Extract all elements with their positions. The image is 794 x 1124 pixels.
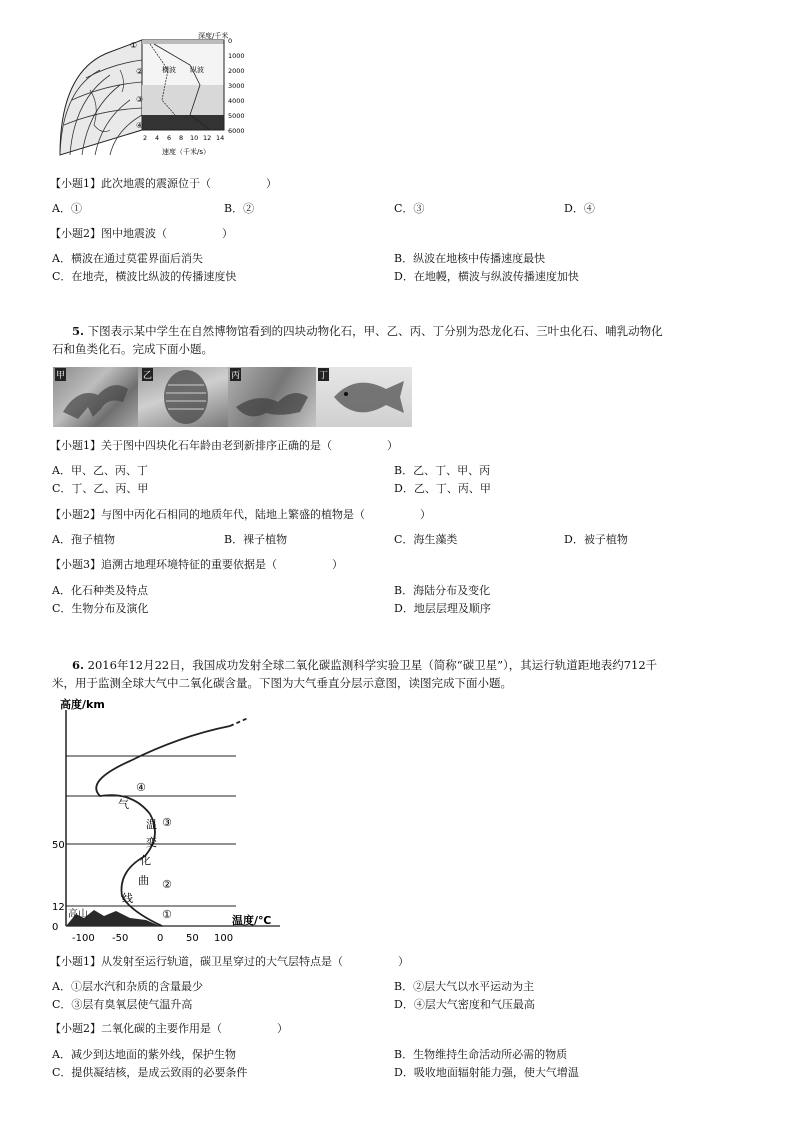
- circle-label-3: ③: [136, 95, 144, 104]
- earth-interior-figure: [50, 30, 245, 165]
- layer-label-1: ①: [162, 908, 172, 921]
- q6-sub2-option-a[interactable]: A．减少到达地面的紫外线，保护生物: [52, 1048, 236, 1061]
- q5-sub3-stem: 【小题3】追溯古地理环境特征的重要依据是（ ）: [50, 558, 343, 571]
- fossil-image-jia: [53, 367, 138, 427]
- speed-tick: 2: [143, 134, 148, 142]
- speed-tick: 12: [203, 134, 212, 142]
- q6-stem-line2: 米，用于监测全球大气中二氧化碳含量。下图为大气垂直分层示意图，读图完成下面小题。: [52, 676, 512, 690]
- q4-sub2-option-b[interactable]: B．纵波在地核中传播速度最快: [394, 252, 546, 265]
- layer-label-4: ④: [136, 781, 146, 794]
- q5-sub2-stem: 【小题2】与图中丙化石相同的地质年代，陆地上繁盛的植物是（ ）: [50, 508, 431, 521]
- q5-sub3-option-b[interactable]: B．海陆分布及变化: [394, 584, 491, 597]
- seismic-wave-chart: [142, 40, 224, 130]
- depth-tick: 1000: [228, 52, 245, 60]
- x-tick: 50: [186, 933, 199, 944]
- q4-sub1-option-b[interactable]: B．②: [224, 202, 255, 215]
- circle-label-2: ②: [136, 67, 144, 76]
- q5-number: 5.: [72, 324, 85, 338]
- q5-sub2-option-c[interactable]: C．海生藻类: [394, 533, 458, 546]
- x-tick: 0: [157, 933, 164, 944]
- curve-char: 化: [140, 854, 151, 867]
- q6-stem-line1: [72, 656, 657, 674]
- speed-tick: 14: [216, 134, 225, 142]
- speed-tick: 10: [190, 134, 199, 142]
- fossil-label-bing: 丙: [230, 368, 241, 381]
- q5-sub1-option-d[interactable]: D．乙、丁、丙、甲: [394, 482, 491, 495]
- q5-stem-text1: 下图表示某中学生在自然博物馆看到的四块动物化石，甲、乙、丙、丁分别为恐龙化石、三叶虫化石、哺乳动物化: [87, 324, 663, 338]
- curve-char: 曲: [138, 874, 149, 887]
- x-axis-label: 温度/℃: [232, 914, 272, 927]
- speed-tick: 6: [167, 134, 172, 142]
- q4-sub2-option-d[interactable]: D．在地幔，横波与纵波传播速度加快: [394, 270, 579, 283]
- y-tick-12: 12: [52, 902, 65, 913]
- q6-stem-text1: 2016年12月22日，我国成功发射全球二氧化碳监测科学实验卫星（简称“碳卫星”），其运行轨道距地表约712千: [87, 658, 658, 672]
- wave-label-p: 纵波: [190, 66, 204, 74]
- wave-label-s: 横波: [162, 66, 176, 74]
- q5-sub1-option-c[interactable]: C．丁、乙、丙、甲: [52, 482, 149, 495]
- q5-sub3-option-a[interactable]: A．化石种类及特点: [52, 584, 148, 597]
- circle-label-1: ①: [130, 41, 138, 50]
- circle-label-4: ④: [136, 121, 144, 130]
- mountain-label: 高山: [68, 909, 88, 920]
- speed-axis-label: 速度（千米/s）: [162, 148, 211, 156]
- q4-sub1-option-c[interactable]: C．③: [394, 202, 425, 215]
- q6-sub1-option-b[interactable]: B．②层大气以水平运动为主: [394, 980, 535, 993]
- q6-sub1-option-a[interactable]: A．①层水汽和杂质的含量最少: [52, 980, 203, 993]
- y-axis-label: 高度/km: [60, 698, 105, 711]
- layer-label-3: ③: [162, 816, 172, 829]
- depth-ticks: [228, 37, 245, 135]
- curve-char: 线: [122, 892, 133, 905]
- speed-tick: 4: [155, 134, 160, 142]
- q6-sub2-stem: 【小题2】二氧化碳的主要作用是（ ）: [50, 1022, 288, 1035]
- q5-sub1-option-a[interactable]: A．甲、乙、丙、丁: [52, 464, 148, 477]
- depth-axis-label: 深度/千米: [198, 32, 229, 40]
- fossil-label-jia: 甲: [55, 368, 66, 381]
- q5-stem-line2: 石和鱼类化石。完成下面小题。: [52, 342, 213, 356]
- fossil-image-bing: [228, 367, 316, 427]
- atmosphere-layers-chart: [50, 696, 280, 946]
- fossil-image-ding: [316, 367, 412, 427]
- q4-sub2-option-c[interactable]: C．在地壳，横波比纵波的传播速度快: [52, 270, 237, 283]
- x-tick: -100: [72, 933, 95, 944]
- speed-ticks: [143, 134, 224, 142]
- q5-sub3-option-d[interactable]: D．地层层理及顺序: [394, 602, 491, 615]
- curve-char: 变: [146, 836, 157, 849]
- depth-tick: 5000: [228, 112, 245, 120]
- q5-sub2-option-d[interactable]: D．被子植物: [564, 533, 628, 546]
- q6-sub2-option-b[interactable]: B．生物维持生命活动所必需的物质: [394, 1048, 568, 1061]
- q4-sub2-stem: 【小题2】图中地震波（ ）: [50, 227, 233, 240]
- q5-sub3-option-c[interactable]: C．生物分布及演化: [52, 602, 149, 615]
- q5-sub1-stem: 【小题1】关于图中四块化石年龄由老到新排序正确的是（ ）: [50, 439, 398, 452]
- q5-sub2-option-b[interactable]: B．裸子植物: [224, 533, 288, 546]
- depth-tick: 3000: [228, 82, 245, 90]
- y-tick-50: 50: [52, 840, 65, 851]
- q6-sub2-option-c[interactable]: C．提供凝结核，是成云致雨的必要条件: [52, 1066, 248, 1079]
- q6-number: 6.: [72, 658, 85, 672]
- temperature-curve-extension: [230, 718, 248, 726]
- curve-char: 温: [146, 818, 157, 831]
- q4-sub1-option-a[interactable]: A．①: [52, 202, 82, 215]
- q5-stem-line1: [72, 322, 663, 340]
- fossil-label-ding: 丁: [318, 368, 329, 381]
- depth-tick: 4000: [228, 97, 245, 105]
- q5-sub2-option-a[interactable]: A．孢子植物: [52, 533, 115, 546]
- y-tick-0: 0: [52, 922, 59, 933]
- q6-sub1-option-d[interactable]: D．④层大气密度和气压最高: [394, 998, 535, 1011]
- q6-sub1-option-c[interactable]: C．③层有臭氧层使气温升高: [52, 998, 193, 1011]
- q4-sub2-option-a[interactable]: A．横波在通过莫霍界面后消失: [52, 252, 203, 265]
- depth-tick: 0: [228, 37, 233, 45]
- fossil-label-yi: 乙: [142, 368, 153, 381]
- speed-tick: 8: [179, 134, 184, 142]
- depth-tick: 2000: [228, 67, 245, 75]
- q6-sub1-stem: 【小题1】从发射至运行轨道，碳卫星穿过的大气层特点是（ ）: [50, 955, 409, 968]
- layer-label-2: ②: [162, 878, 172, 891]
- globe-cutaway: [60, 40, 142, 155]
- q4-sub1-option-d[interactable]: D．④: [564, 202, 595, 215]
- x-tick: -50: [112, 933, 129, 944]
- depth-tick: 6000: [228, 127, 245, 135]
- q5-sub1-option-b[interactable]: B．乙、丁、甲、丙: [394, 464, 491, 477]
- q4-sub1-stem: 【小题1】此次地震的震源位于（ ）: [50, 177, 277, 190]
- q6-sub2-option-d[interactable]: D．吸收地面辐射能力强，使大气增温: [394, 1066, 579, 1079]
- fossil-image-yi: [138, 367, 228, 427]
- curve-char: 气: [118, 798, 129, 811]
- x-tick: 100: [214, 933, 234, 944]
